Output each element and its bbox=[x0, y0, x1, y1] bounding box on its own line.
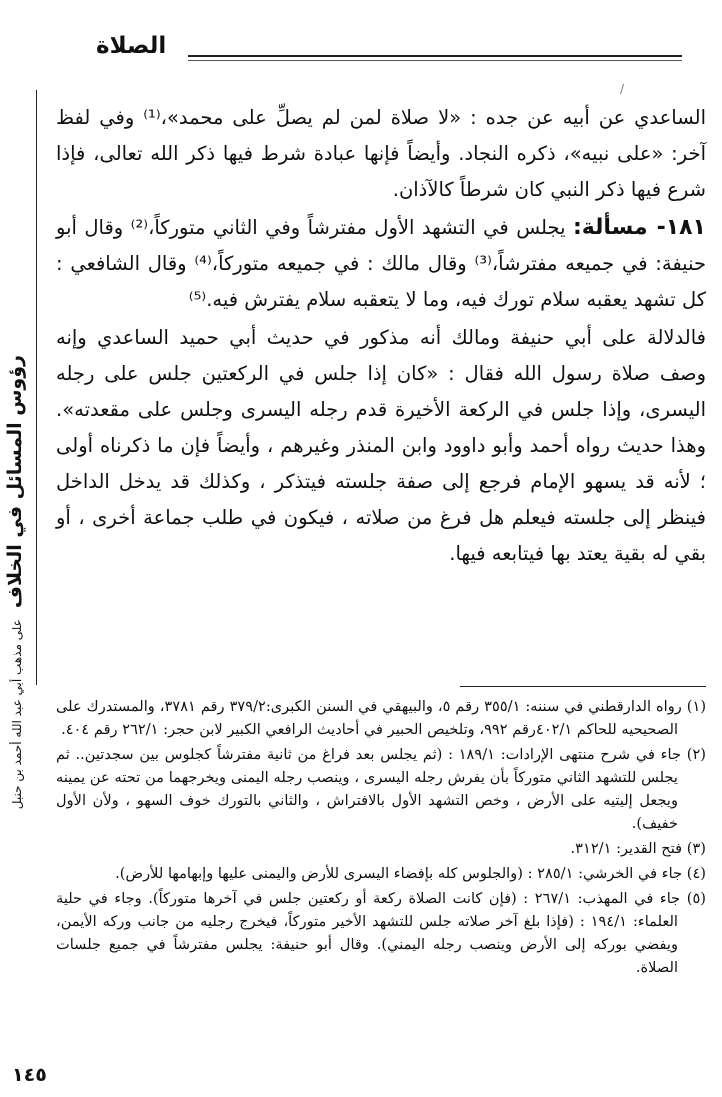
header-title: الصلاة bbox=[96, 33, 167, 59]
header-rule bbox=[188, 55, 682, 57]
paragraph-1: الساعدي عن أبيه عن جده : «لا صلاة لمن لم يصلِّ على محمد»،⁽¹⁾ وفي لفظ آخر: «على نبيه»، ذكره النجاد. وأيضاً فإنها عبادة شرط فيها ذكر الله تعالى، فإذا شرع فيها ذكر النبي كان شرطاً كالآذان. bbox=[56, 106, 707, 201]
footnote-3: (٣) فتح القدير: ٣١٢/١. bbox=[570, 840, 706, 857]
side-book-main-title: رؤوس المسائل في الخلاف bbox=[4, 355, 26, 609]
side-vertical-rule bbox=[36, 90, 37, 685]
header-rule-thin bbox=[188, 60, 682, 61]
footnote-5: (٥) جاء في المهذب: ٢٦٧/١ : (فإن كانت الصلاة ركعة أو ركعتين جلس في آخرها متوركاً). وجاء في حلية العلماء: ١٩٤/١ : (فإذا بلغ آخر صلاته جلس للتشهد الأخير متوركاً، فيخرج رجليه من جانب وركه الأيمن، ويفضي بوركه إلى الأرض وينصب رجله اليمني). وقال أبو حنيفة: يجلس مفترشاً في جميع جلسات الصلاة. bbox=[56, 890, 706, 976]
running-header bbox=[96, 33, 682, 65]
page-number: ١٤٥ bbox=[12, 1064, 47, 1086]
paragraph-issue-181 bbox=[56, 210, 706, 318]
issue-text: يجلس في التشهد الأول مفترشاً وفي الثاني متوركاً،⁽²⁾ وقال أبو حنيفة: في جميعه مفترشاً،⁽³⁾ وقال مالك : في جميعه متوركاً،⁽⁴⁾ وقال الشافعي : كل تشهد يعقبه سلام تورك فيه، وما لا يتعقبه سلام يفترش فيه.⁽⁵⁾ bbox=[56, 216, 707, 311]
footnote-4: (٤) جاء في الخرشي: ٢٨٥/١ : (والجلوس كله بإفضاء اليسرى للأرض واليمنى عليها وإبهامها للأرض). bbox=[115, 865, 706, 882]
issue-label: ١٨١- مسألة: bbox=[572, 215, 706, 240]
stray-mark: / bbox=[620, 82, 625, 96]
footnote-separator bbox=[460, 686, 706, 687]
footnotes bbox=[56, 695, 706, 981]
main-text bbox=[56, 100, 706, 572]
paragraph-evidence: فالدلالة على أبي حنيفة ومالك أنه مذكور في حديث أبي حميد الساعدي وإنه وصف صلاة رسول الله فقال : «كان إذا جلس في الركعتين جلس على رجله اليسرى، وإذا جلس في الركعة الأخيرة قدم رجله اليسرى وجلس على مقعدته». وهذا حديث رواه أحمد وأبو داوود وابن المنذر وغيرهم ، وأيضاً فإن ما ذكرناه أولى ؛ لأنه قد يسهو الإمام فرجع إلى صفة جلسته فيتذكر ، وكذلك قد يدخل الداخل فينظر إلى جلسته فيعلم هل فرغ من صلاته ، فيكون في طلب جماعة أخرى ، أو بقي له بقية يعتد بها فيتابعه فيها. bbox=[56, 326, 706, 565]
side-book-title bbox=[4, 355, 32, 810]
footnote-1: (١) رواه الدارقطني في سننه: ٣٥٥/١ رقم ٥، والبيهقي في السنن الكبرى:٣٧٩/٢ رقم ٣٧٨١، والمستدرك على الصحيحيه للحاكم ٤٠٢/١رقم ٩٩٢، وتلخيص الحبير في أحاديث الرافعي الكبير لابن حجر: ٢٦٢/١ رقم ٤٠٤. bbox=[56, 698, 707, 738]
footnote-2: (٢) جاء في شرح منتهى الإرادات: ١٨٩/١ : (ثم يجلس بعد فراغ من ثانية مفترشاً كجلوس بين سجدتين.. ثم يجلس للتشهد الثاني متوركاً بأن يفرش رجله اليسرى ، وينصب رجله اليمنى ويخرجهما من تحته عن يمينه ويجعل إليتيه على الأرض ، وخص التشهد الأول بالافتراش ، والثاني بالتورك خوف السهو ، ولأن الأول خفيف). bbox=[56, 746, 706, 832]
side-book-subtitle: على مذهب أبي عبد الله أحمد بن حنبل bbox=[10, 619, 24, 810]
